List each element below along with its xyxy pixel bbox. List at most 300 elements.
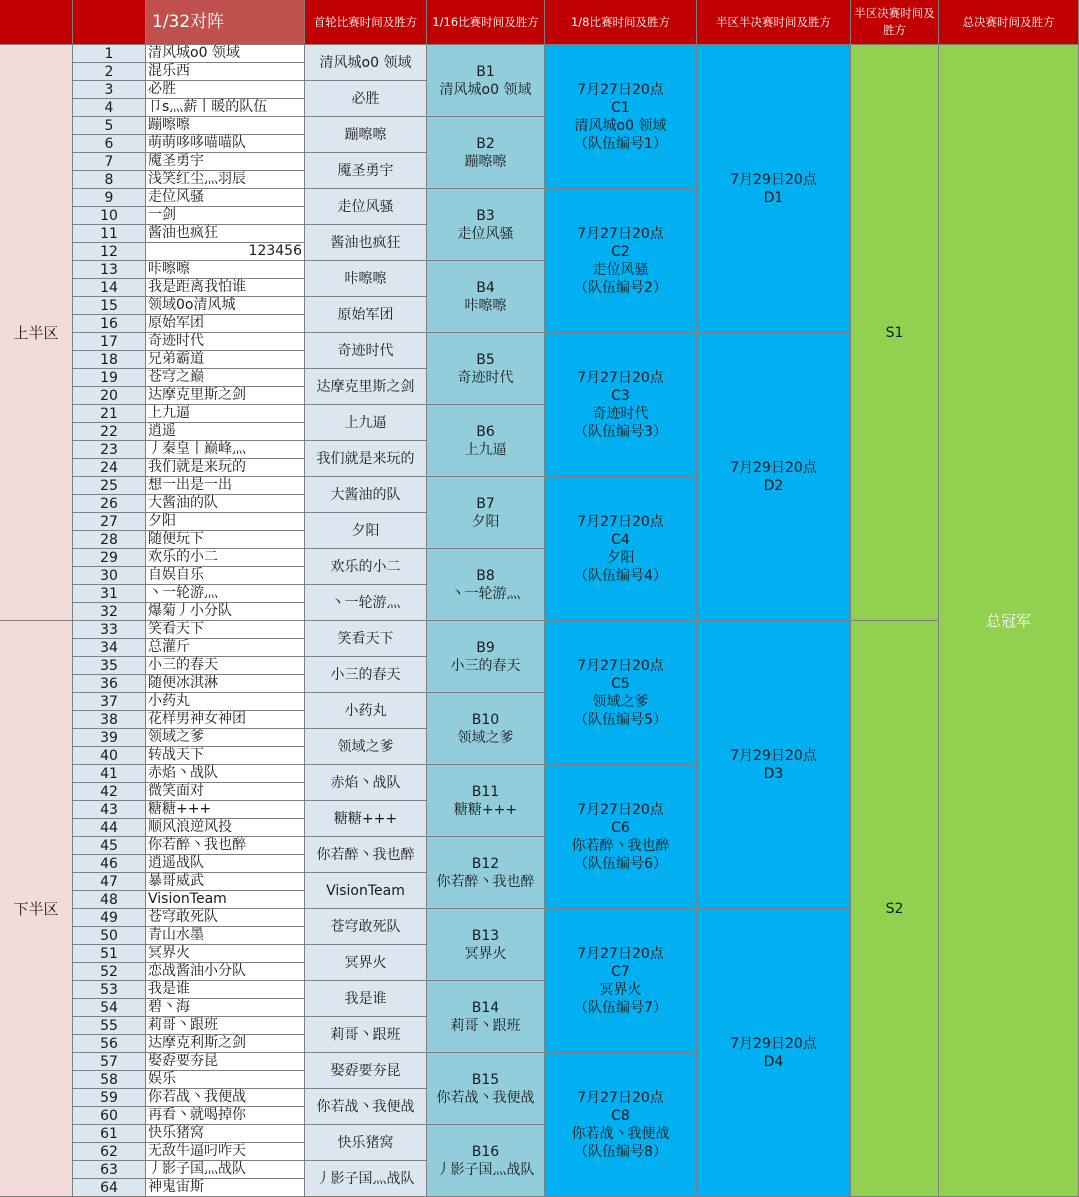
semi-half-match-text	[730, 459, 817, 495]
team-number: 5	[73, 117, 146, 135]
round16-match	[427, 45, 545, 117]
semi-half-match-text	[730, 171, 817, 207]
round1-winner: 原始军团	[305, 297, 427, 333]
team-number: 3	[73, 81, 146, 99]
round16-match-text	[440, 63, 532, 99]
match-time: 7月27日20点	[577, 1089, 664, 1106]
team-number: 54	[73, 999, 146, 1017]
round1-winner: 糖糖+++	[305, 801, 427, 837]
round8-match	[545, 45, 697, 189]
match-time: 7月27日20点	[577, 513, 664, 530]
team-name: 你若战丶我便战	[146, 1089, 305, 1107]
header-round8: 1/8比赛时间及胜方	[545, 0, 697, 45]
match-winner: 小三的春天	[450, 657, 521, 674]
team-name: 咔嚓嚓	[146, 261, 305, 279]
team-name: 大酱油的队	[146, 495, 305, 513]
team-number: 61	[73, 1125, 146, 1143]
round1-winner: 夕阳	[305, 513, 427, 549]
team-name: 达摩克利斯之剑	[146, 1035, 305, 1053]
team-name: 青山水墨	[146, 927, 305, 945]
round1-winner: 丶一轮游灬	[305, 585, 427, 621]
header-round32: 1/32对阵	[146, 0, 305, 45]
team-name: 笑看天下	[146, 621, 305, 639]
team-number: 60	[73, 1107, 146, 1125]
team-name: 莉哥丶跟班	[146, 1017, 305, 1035]
round16-match-text	[458, 711, 514, 747]
team-name: 萌萌哆哆喵喵队	[146, 135, 305, 153]
round16-match	[427, 117, 545, 189]
team-name: 混乐西	[146, 63, 305, 81]
match-winner: 夕阳	[606, 549, 635, 566]
round1-winner: 欢乐的小二	[305, 549, 427, 585]
match-winner: 奇迹时代	[592, 405, 649, 422]
team-number: 19	[73, 369, 146, 387]
team-name: 魇圣勇宇	[146, 153, 305, 171]
match-time: 7月27日20点	[577, 369, 664, 386]
team-number: 1	[73, 45, 146, 63]
team-number: 28	[73, 531, 146, 549]
team-name: 微笑面对	[146, 783, 305, 801]
match-code: C2	[611, 243, 630, 260]
team-name: 夕阳	[146, 513, 305, 531]
round1-winner: 奇迹时代	[305, 333, 427, 369]
match-code: B13	[471, 927, 500, 944]
team-number: 41	[73, 765, 146, 783]
team-name: 苍穹敢死队	[146, 909, 305, 927]
round1-winner: 快乐猪窝	[305, 1125, 427, 1161]
round8-match	[545, 189, 697, 333]
team-name: 冥界火	[146, 945, 305, 963]
team-number: 52	[73, 963, 146, 981]
round8-match-text	[572, 801, 670, 873]
round8-match	[545, 333, 697, 477]
match-time: 7月27日20点	[577, 81, 664, 98]
match-time: 7月29日20点	[730, 459, 817, 476]
header-semi-half: 半区半决赛时间及胜方	[697, 0, 851, 45]
match-team-no: （队伍编号4）	[574, 567, 667, 584]
round1-winner: 我是谁	[305, 981, 427, 1017]
match-winner: 冥界火	[599, 981, 642, 998]
team-number: 25	[73, 477, 146, 495]
match-time: 7月29日20点	[730, 1035, 817, 1052]
team-name: 恋战酱油小分队	[146, 963, 305, 981]
round8-match-text	[574, 369, 667, 441]
round8-match	[545, 477, 697, 621]
team-name: 原始军团	[146, 315, 305, 333]
round16-match-text	[465, 423, 507, 459]
team-number: 20	[73, 387, 146, 405]
team-number: 46	[73, 855, 146, 873]
team-number: 9	[73, 189, 146, 207]
match-winner: 夕阳	[471, 513, 500, 530]
team-name: 小三的春天	[146, 657, 305, 675]
round1-winner: 苍穹敢死队	[305, 909, 427, 945]
team-name: 无敌牛逼叼咋天	[146, 1143, 305, 1161]
match-winner: 冥界火	[464, 945, 507, 962]
round1-winner: 魇圣勇宇	[305, 153, 427, 189]
team-number: 62	[73, 1143, 146, 1161]
team-number: 32	[73, 603, 146, 621]
team-number: 8	[73, 171, 146, 189]
match-code: C5	[611, 675, 630, 692]
team-name: 丶一轮游灬	[146, 585, 305, 603]
round1-winner: 莉哥丶跟班	[305, 1017, 427, 1053]
round16-match-text	[465, 927, 507, 963]
round1-winner: 达摩克里斯之剑	[305, 369, 427, 405]
team-name: 再看丶就喝掉你	[146, 1107, 305, 1125]
round1-winner: 娶孬要夯昆	[305, 1053, 427, 1089]
round16-match-text	[437, 855, 535, 891]
team-number: 33	[73, 621, 146, 639]
team-name: 爆菊丿小分队	[146, 603, 305, 621]
round1-winner: 赤焰丶战队	[305, 765, 427, 801]
match-team-no: （队伍编号6）	[574, 855, 667, 872]
team-number: 58	[73, 1071, 146, 1089]
team-name: 蹦嚓嚓	[146, 117, 305, 135]
match-winner: 莉哥丶跟班	[450, 1017, 521, 1034]
round16-match	[427, 621, 545, 693]
round1-winner: 必胜	[305, 81, 427, 117]
team-name: 小药丸	[146, 693, 305, 711]
round1-winner: 冥界火	[305, 945, 427, 981]
semi-half-match	[697, 45, 851, 333]
half-final-lower: S2	[851, 621, 939, 1197]
team-number: 12	[73, 243, 146, 261]
team-number: 35	[73, 657, 146, 675]
semi-half-match	[697, 333, 851, 621]
semi-half-match-text	[730, 1035, 817, 1071]
team-name: 酱油也疯狂	[146, 225, 305, 243]
team-number: 36	[73, 675, 146, 693]
team-name: 赤焰丶战队	[146, 765, 305, 783]
team-number: 17	[73, 333, 146, 351]
team-number: 63	[73, 1161, 146, 1179]
round1-winner: 丿影子国灬战队	[305, 1161, 427, 1197]
team-name: 兄弟霸道	[146, 351, 305, 369]
team-name: 糖糖+++	[146, 801, 305, 819]
team-number: 24	[73, 459, 146, 477]
team-number: 22	[73, 423, 146, 441]
team-name: 顺风浪逆风投	[146, 819, 305, 837]
round8-match	[545, 1053, 697, 1197]
match-code: D3	[763, 765, 784, 782]
match-code: C7	[611, 963, 630, 980]
match-winner: 领域之爹	[592, 693, 649, 710]
round1-winner: 你若醉丶我也醉	[305, 837, 427, 873]
team-name: 苍穹之巅	[146, 369, 305, 387]
team-number: 34	[73, 639, 146, 657]
team-number: 43	[73, 801, 146, 819]
team-name: 娱乐	[146, 1071, 305, 1089]
match-team-no: （队伍编号8）	[574, 1143, 667, 1160]
match-code: B4	[476, 279, 495, 296]
team-name: 欢乐的小二	[146, 549, 305, 567]
round16-match	[427, 261, 545, 333]
team-number: 10	[73, 207, 146, 225]
round16-match-text	[451, 639, 521, 675]
round8-match	[545, 765, 697, 909]
team-name: 神鬼宙斯	[146, 1179, 305, 1197]
round8-match-text	[574, 81, 667, 153]
match-time: 7月29日20点	[730, 171, 817, 188]
team-name: 你若醉丶我也醉	[146, 837, 305, 855]
team-name: 丿影子国灬战队	[146, 1161, 305, 1179]
team-name: 暴哥威武	[146, 873, 305, 891]
team-name: 达摩克里斯之剑	[146, 387, 305, 405]
round16-match	[427, 765, 545, 837]
team-name: 自娱自乐	[146, 567, 305, 585]
round16-match-text	[454, 783, 517, 819]
match-code: C1	[611, 99, 630, 116]
round1-winner: 你若战丶我便战	[305, 1089, 427, 1125]
team-number: 2	[73, 63, 146, 81]
round16-match-text	[465, 279, 507, 315]
match-code: B14	[471, 999, 500, 1016]
round8-match-text	[574, 657, 667, 729]
round16-match	[427, 1125, 545, 1197]
team-number: 50	[73, 927, 146, 945]
team-number: 6	[73, 135, 146, 153]
team-name: 我是距离我怕谁	[146, 279, 305, 297]
match-time: 7月29日20点	[730, 747, 817, 764]
match-winner: 你若战丶我便战	[436, 1089, 535, 1106]
match-time: 7月27日20点	[577, 657, 664, 674]
team-name: 我是谁	[146, 981, 305, 999]
round1-winner: 小三的春天	[305, 657, 427, 693]
team-number: 49	[73, 909, 146, 927]
match-winner: 蹦嚓嚓	[464, 153, 507, 170]
team-number: 7	[73, 153, 146, 171]
round8-match-text	[574, 513, 667, 585]
round16-match	[427, 909, 545, 981]
match-code: B3	[476, 207, 495, 224]
match-code: B16	[471, 1143, 500, 1160]
match-winner: 你若醉丶我也醉	[436, 873, 535, 890]
team-name: 上九逼	[146, 405, 305, 423]
team-number: 14	[73, 279, 146, 297]
match-code: B15	[471, 1071, 500, 1088]
round1-winner: 大酱油的队	[305, 477, 427, 513]
team-number: 44	[73, 819, 146, 837]
match-code: C3	[611, 387, 630, 404]
team-number: 11	[73, 225, 146, 243]
round1-winner: 小药丸	[305, 693, 427, 729]
semi-half-match	[697, 909, 851, 1197]
team-name: 走位风骚	[146, 189, 305, 207]
match-code: C4	[611, 531, 630, 548]
match-team-no: （队伍编号1）	[574, 135, 667, 152]
team-number: 48	[73, 891, 146, 909]
round16-match-text	[451, 999, 521, 1035]
match-code: B8	[476, 567, 495, 584]
match-winner: 丶一轮游灬	[450, 585, 521, 602]
team-name: 总灌斤	[146, 639, 305, 657]
match-winner: 丿影子国灬战队	[436, 1161, 535, 1178]
champion-cell: 总冠军	[939, 45, 1079, 1197]
match-team-no: （队伍编号3）	[574, 423, 667, 440]
team-number: 27	[73, 513, 146, 531]
round16-match-text	[458, 351, 514, 387]
match-code: B6	[476, 423, 495, 440]
round8-match-text	[574, 945, 667, 1017]
round1-winner: VisionTeam	[305, 873, 427, 909]
round16-match-text	[451, 567, 521, 603]
header-corner	[0, 0, 73, 45]
team-number: 21	[73, 405, 146, 423]
round8-match-text	[572, 1089, 670, 1161]
team-number: 16	[73, 315, 146, 333]
round8-match	[545, 909, 697, 1053]
semi-half-match	[697, 621, 851, 909]
team-number: 53	[73, 981, 146, 999]
match-winner: 你若战丶我便战	[571, 1125, 670, 1142]
team-name: 领域0o清风城	[146, 297, 305, 315]
team-name: 花样男神女神团	[146, 711, 305, 729]
team-number: 31	[73, 585, 146, 603]
team-number: 38	[73, 711, 146, 729]
team-number: 39	[73, 729, 146, 747]
team-number: 18	[73, 351, 146, 369]
team-number: 56	[73, 1035, 146, 1053]
match-code: B9	[476, 639, 495, 656]
team-name: 卩s灬薪丨暖的队伍	[146, 99, 305, 117]
header-half-final: 半区决赛时间及胜方	[851, 0, 939, 45]
match-team-no: （队伍编号7）	[574, 999, 667, 1016]
team-number: 30	[73, 567, 146, 585]
round16-match	[427, 693, 545, 765]
match-code: D4	[763, 1053, 784, 1070]
match-code: B10	[471, 711, 500, 728]
team-number: 40	[73, 747, 146, 765]
team-name: 我们就是来玩的	[146, 459, 305, 477]
team-name: 一剑	[146, 207, 305, 225]
round16-match	[427, 333, 545, 405]
team-number: 64	[73, 1179, 146, 1197]
team-number: 13	[73, 261, 146, 279]
team-name: 逍遥战队	[146, 855, 305, 873]
match-winner: 上九逼	[464, 441, 507, 458]
round1-winner: 上九逼	[305, 405, 427, 441]
zone-upper: 上半区	[0, 45, 73, 621]
team-number: 23	[73, 441, 146, 459]
team-name: 随便冰淇淋	[146, 675, 305, 693]
round16-match	[427, 1053, 545, 1125]
round1-winner: 领域之爹	[305, 729, 427, 765]
match-team-no: （队伍编号5）	[574, 711, 667, 728]
team-name: 领域之爹	[146, 729, 305, 747]
team-number: 42	[73, 783, 146, 801]
round8-match	[545, 621, 697, 765]
round1-winner: 蹦嚓嚓	[305, 117, 427, 153]
match-code: B1	[476, 63, 495, 80]
round16-match-text	[465, 135, 507, 171]
match-code: D2	[763, 477, 784, 494]
round16-match	[427, 477, 545, 549]
match-winner: 你若醉丶我也醉	[571, 837, 670, 854]
round1-winner: 我们就是来玩的	[305, 441, 427, 477]
round16-match-text	[437, 1071, 535, 1107]
team-number: 26	[73, 495, 146, 513]
round16-match-text	[437, 1143, 535, 1179]
header-round16: 1/16比赛时间及胜方	[427, 0, 545, 45]
team-name: 丿秦皇丨巅峰灬	[146, 441, 305, 459]
team-name: 清风城o0 领域	[146, 45, 305, 63]
half-final-upper: S1	[851, 45, 939, 621]
team-name: 娶孬要夯昆	[146, 1053, 305, 1071]
round16-match-text	[472, 495, 500, 531]
team-number: 51	[73, 945, 146, 963]
round1-winner: 笑看天下	[305, 621, 427, 657]
round1-winner: 清风城o0 领域	[305, 45, 427, 81]
match-code: B7	[476, 495, 495, 512]
match-code: B11	[471, 783, 500, 800]
match-winner: 走位风骚	[592, 261, 649, 278]
match-team-no: （队伍编号2）	[574, 279, 667, 296]
team-name: 奇迹时代	[146, 333, 305, 351]
team-number: 55	[73, 1017, 146, 1035]
match-code: B2	[476, 135, 495, 152]
match-code: C6	[611, 819, 630, 836]
match-winner: 糖糖+++	[453, 801, 518, 818]
round16-match	[427, 405, 545, 477]
match-code: C8	[611, 1107, 630, 1124]
team-number: 45	[73, 837, 146, 855]
zone-lower: 下半区	[0, 621, 73, 1197]
round16-match-text	[458, 207, 514, 243]
round16-match	[427, 549, 545, 621]
semi-half-match-text	[730, 747, 817, 783]
match-winner: 清风城o0 领域	[574, 117, 667, 134]
round16-match	[427, 981, 545, 1053]
team-number: 4	[73, 99, 146, 117]
team-number: 59	[73, 1089, 146, 1107]
team-name: 123456	[146, 243, 305, 261]
header-number	[73, 0, 146, 45]
round1-winner: 咔嚓嚓	[305, 261, 427, 297]
match-code: D1	[763, 189, 784, 206]
team-name: 快乐猪窝	[146, 1125, 305, 1143]
team-name: 浅笑红尘灬羽辰	[146, 171, 305, 189]
team-number: 15	[73, 297, 146, 315]
team-name: 逍遥	[146, 423, 305, 441]
team-number: 57	[73, 1053, 146, 1071]
header-final: 总决赛时间及胜方	[939, 0, 1079, 45]
match-time: 7月27日20点	[577, 801, 664, 818]
round1-winner: 酱油也疯狂	[305, 225, 427, 261]
match-winner: 走位风骚	[457, 225, 514, 242]
match-winner: 咔嚓嚓	[464, 297, 507, 314]
team-number: 47	[73, 873, 146, 891]
match-winner: 领域之爹	[457, 729, 514, 746]
round1-winner: 走位风骚	[305, 189, 427, 225]
match-winner: 清风城o0 领域	[439, 81, 532, 98]
match-winner: 奇迹时代	[457, 369, 514, 386]
match-time: 7月27日20点	[577, 945, 664, 962]
round8-match-text	[574, 225, 667, 297]
team-number: 29	[73, 549, 146, 567]
team-name: 想一出是一出	[146, 477, 305, 495]
match-code: B12	[471, 855, 500, 872]
round16-match	[427, 837, 545, 909]
header-round1: 首轮比赛时间及胜方	[305, 0, 427, 45]
team-name: 随便玩下	[146, 531, 305, 549]
team-name: 必胜	[146, 81, 305, 99]
match-time: 7月27日20点	[577, 225, 664, 242]
match-code: B5	[476, 351, 495, 368]
team-number: 37	[73, 693, 146, 711]
team-name: 转战天下	[146, 747, 305, 765]
team-name: VisionTeam	[146, 891, 305, 909]
